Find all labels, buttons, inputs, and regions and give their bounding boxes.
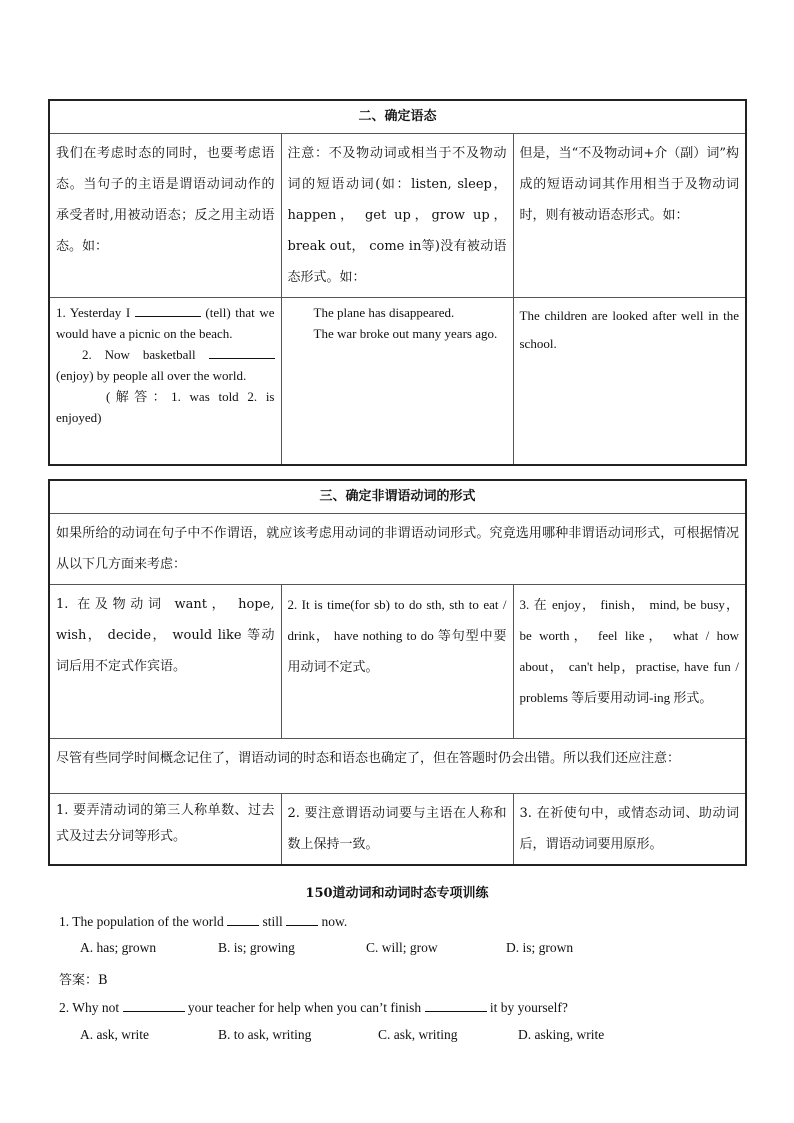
non-finite-table	[48, 479, 747, 866]
voice-example-cell-1	[49, 298, 281, 466]
voice-exception-cell	[513, 134, 746, 298]
example-answer: (解答：1. was told 2. is enjoyed)	[56, 389, 275, 425]
voice-table	[48, 99, 747, 466]
infinitive-patterns-cell	[281, 585, 513, 739]
non-finite-intro-cell	[49, 514, 746, 585]
example-sentence-5: The children are looked after well in the school.	[519, 308, 739, 351]
base-form-text: 3. 在祈使句中，或情态动词、助动词后，谓语动词要用原形。	[519, 806, 739, 852]
exercise-section-title: 150道动词和动词时态专项训练	[305, 886, 489, 901]
option-b: B. is; growing	[218, 940, 295, 955]
question-1-options	[80, 940, 573, 956]
infinitive-after-verbs-cell	[49, 585, 281, 739]
option-b: B. to ask, writing	[218, 1027, 312, 1042]
verb-forms-text: 1. 要弄清动词的第三人称单数、过去式及过去分词等形式。	[56, 803, 275, 844]
option-d: D. is; grown	[506, 940, 574, 955]
verb-forms-cell	[49, 794, 281, 866]
voice-example-cell-2	[281, 298, 513, 466]
question-1-answer: 答案：B	[59, 973, 108, 988]
answer-blank	[286, 913, 318, 926]
option-a: A. ask, write	[80, 1027, 149, 1042]
answer-blank	[135, 304, 201, 317]
voice-table-title: 二、确定语态	[49, 100, 746, 134]
question-1: 1. The population of the world still now.	[59, 914, 348, 929]
voice-exception-text: 但是，当“不及物动词+介（副）词”构成的短语动词其作用相当于及物动词时，则有被动语态形式。如：	[519, 146, 739, 223]
base-form-cell	[513, 794, 746, 866]
ing-form-text: 3. 在 enjoy， finish， mind, be busy， be worth， feel like， what / how about， can't help，practise, have fun / problems 等后要用动词-ing 形式。	[519, 597, 739, 705]
voice-note-text: 注意：不及物动词或相当于不及物动词的短语动词(如：listen, sleep， happen， get up，grow up， break out， come in等)没有被动语态形式。如：	[287, 146, 507, 285]
ing-form-cell	[513, 585, 746, 739]
voice-example-cell-3	[513, 298, 746, 466]
non-finite-intro-text: 如果所给的动词在句子中不作谓语，就应该考虑用动词的非谓语动词形式。究竟选用哪种非谓语动词形式，可根据情况从以下几方面来考虑：	[56, 526, 739, 572]
attention-note-cell	[49, 739, 746, 794]
answer-blank	[123, 999, 185, 1012]
example-sentence-4: The war broke out many years ago.	[313, 326, 498, 341]
infinitive-after-verbs-text: 1. 在及物动词 want， hope, wish， decide， would like 等动词后用不定式作宾语。	[56, 597, 275, 674]
question-2-options	[80, 1027, 604, 1043]
option-a: A. has; grown	[80, 940, 157, 955]
example-sentence-1: 1. Yesterday I (tell) that we would have a picnic on the beach.	[56, 305, 275, 341]
option-d: D. asking, write	[518, 1027, 605, 1042]
agreement-cell	[281, 794, 513, 866]
voice-note-cell	[281, 134, 513, 298]
voice-rule-text: 我们在考虑时态的同时，也要考虑语态。当句子的主语是谓语动词动作的承受者时,用被动语态；反之用主动语态。如：	[56, 146, 275, 254]
question-2: 2. Why not your teacher for help when you can’t finish it by yourself?	[59, 1000, 568, 1015]
option-c: C. will; grow	[366, 940, 438, 955]
answer-blank	[209, 346, 275, 359]
non-finite-table-title: 三、确定非谓语动词的形式	[49, 480, 746, 514]
voice-rule-cell	[49, 134, 281, 298]
answer-blank	[227, 913, 259, 926]
agreement-text: 2. 要注意谓语动词要与主语在人称和数上保持一致。	[287, 806, 507, 852]
example-sentence-2: 2. Now basketball (enjoy) by people all over the world.	[56, 344, 275, 386]
infinitive-patterns-text: 2. It is time(for sb) to do sth, sth to eat / drink， have nothing to do 等句型中要用动词不定式。	[287, 597, 507, 674]
answer-blank	[425, 999, 487, 1012]
option-c: C. ask, writing	[378, 1027, 458, 1042]
example-sentence-3: The plane has disappeared.	[313, 305, 455, 320]
attention-note-text: 尽管有些同学时间概念记住了，谓语动词的时态和语态也确定了，但在答题时仍会出错。所以我们还应注意：	[56, 751, 681, 766]
